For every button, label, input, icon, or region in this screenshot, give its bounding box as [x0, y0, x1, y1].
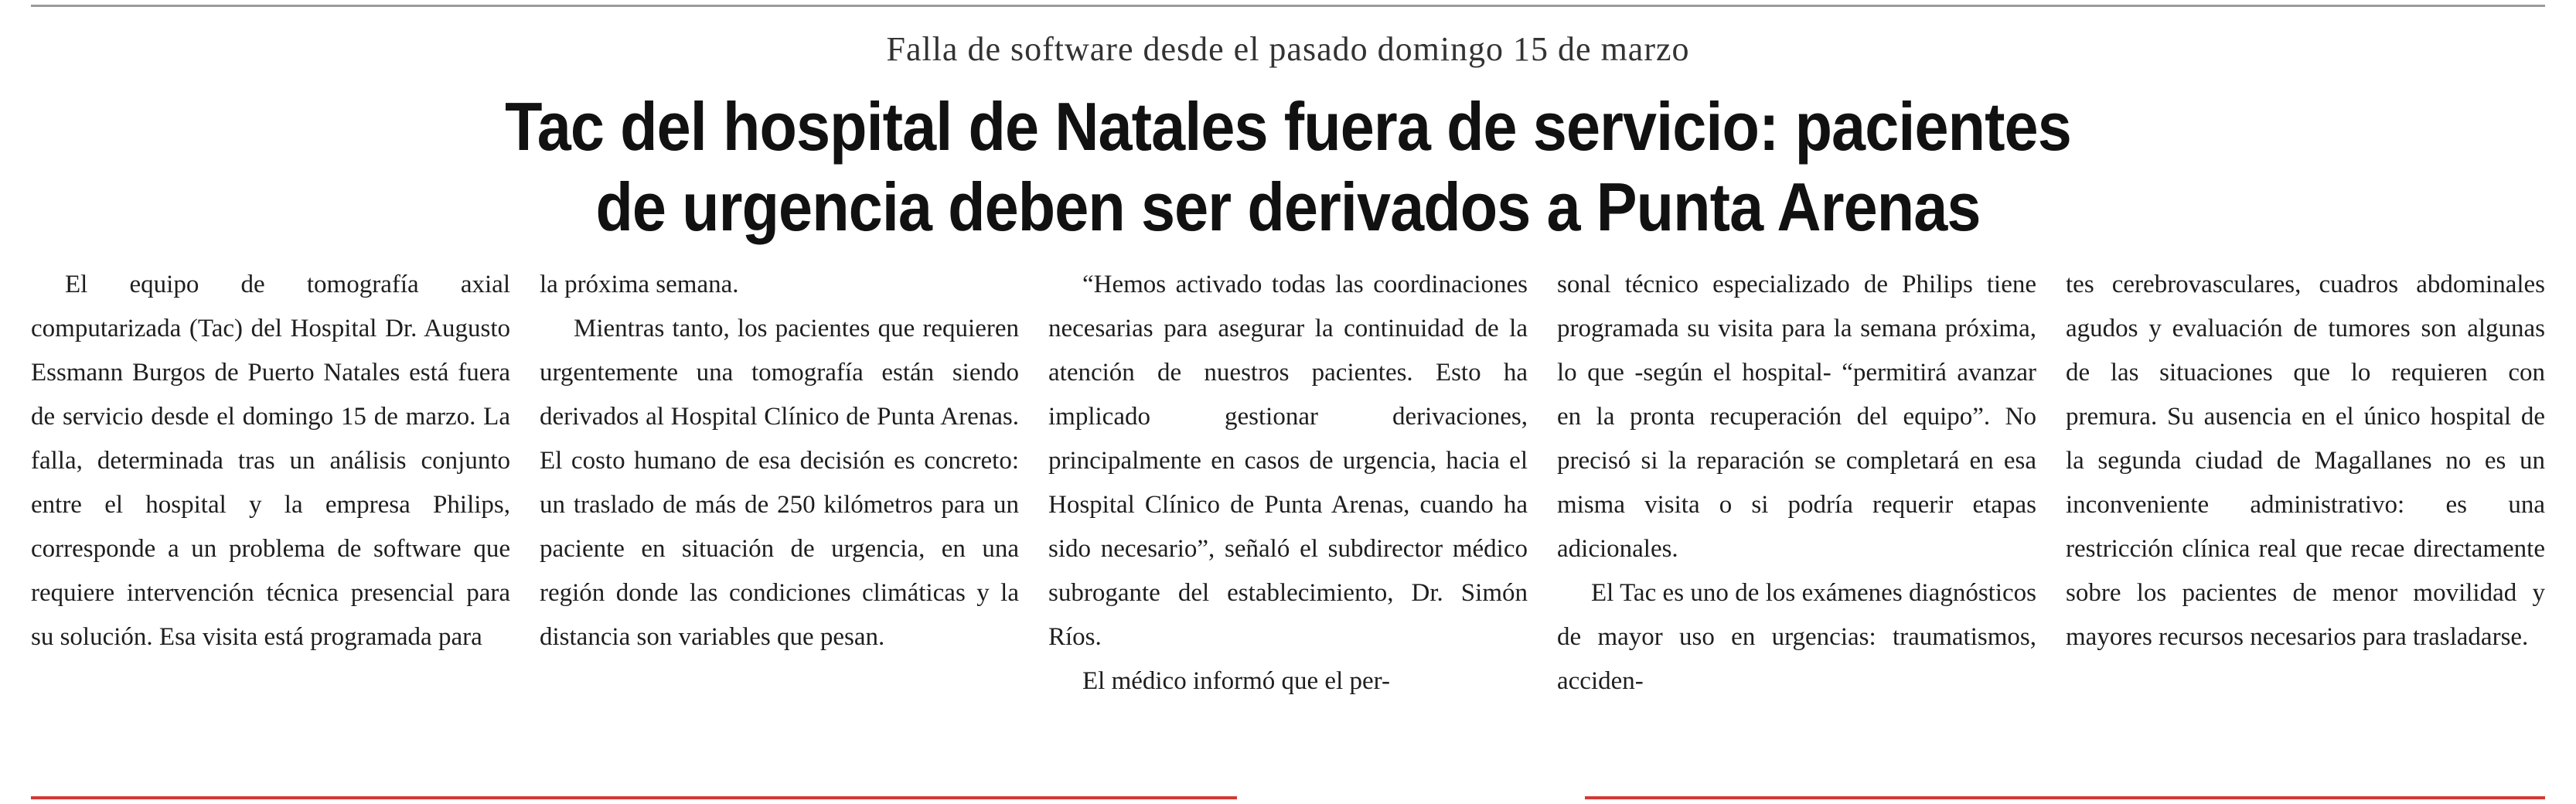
article-body — [31, 263, 2545, 781]
paragraph: “Hemos activado todas las coordinaciones necesarias para asegurar la continuidad de la atención de nuestros pacientes. Esto ha implicado gestionar derivaciones, principalmente en casos de urgencia, hacia el Hospital Clínico de Punta Arenas, cuando ha sido necesario”, señaló el subdirector médico subrogante del establecimiento, Dr. Simón Ríos. — [1048, 271, 1528, 651]
paragraph: El médico informó que el per- — [1082, 667, 1390, 695]
paragraph: Mientras tanto, los pacientes que requieren urgentemente una tomografía están siendo derivados al Hospital Clínico de Punta Arenas. El costo humano de esa decisión es concreto: un traslado de más de 250 kilómetros para un paciente en situación de urgencia, en una región donde las condiciones climáticas y la distancia son variables que pesan. — [540, 315, 1019, 651]
column-2 — [540, 263, 1019, 781]
paragraph: El equipo de tomografía axial computarizada (Tac) del Hospital Dr. Augusto Essmann Burgos de Puerto Natales está fuera de servicio desde el domingo 15 de marzo. La falla, determinada tras un análisis conjunto entre el hospital y la empresa Philips, corresponde a un problema de software que requiere intervención técnica presencial para su solución. Esa visita está programada para — [31, 271, 510, 651]
paragraph: la próxima semana. — [540, 271, 739, 298]
headline-line-1: Tac del hospital de Natales fuera de servicio: pacientes — [505, 88, 2071, 165]
paragraph: El Tac es uno de los exámenes diagnósticos de mayor uso en urgencias: traumatismos, acciden- — [1557, 579, 2036, 695]
column-1 — [31, 263, 510, 781]
column-4 — [1557, 263, 2036, 781]
bottom-red-rule — [1585, 796, 2545, 799]
bottom-red-rule — [31, 796, 1237, 799]
column-5 — [2066, 263, 2545, 781]
headline-line-2: de urgencia deben ser derivados a Punta Arenas — [595, 169, 1981, 245]
top-rule — [31, 5, 2545, 7]
headline — [338, 87, 2239, 247]
paragraph: tes cerebrovasculares, cuadros abdominales agudos y evaluación de tumores son algunas de las situaciones que lo requieren con premura. Su ausencia en el único hospital de la segunda ciudad de Magallanes no es un inconveniente administrativo: es una restricción clínica real que recae directamente sobre los pacientes de menor movilidad y mayores recursos necesarios para trasladarse. — [2066, 271, 2545, 651]
column-3 — [1048, 263, 1528, 781]
paragraph: sonal técnico especializado de Philips tiene programada su visita para la semana próxima, lo que -según el hospital- “permitirá avanzar en la pronta recuperación del equipo”. No precisó si la reparación se completará en esa misma visita o si podría requerir etapas adicionales. — [1557, 271, 2036, 563]
kicker: Falla de software desde el pasado domingo 15 de marzo — [886, 30, 1690, 68]
